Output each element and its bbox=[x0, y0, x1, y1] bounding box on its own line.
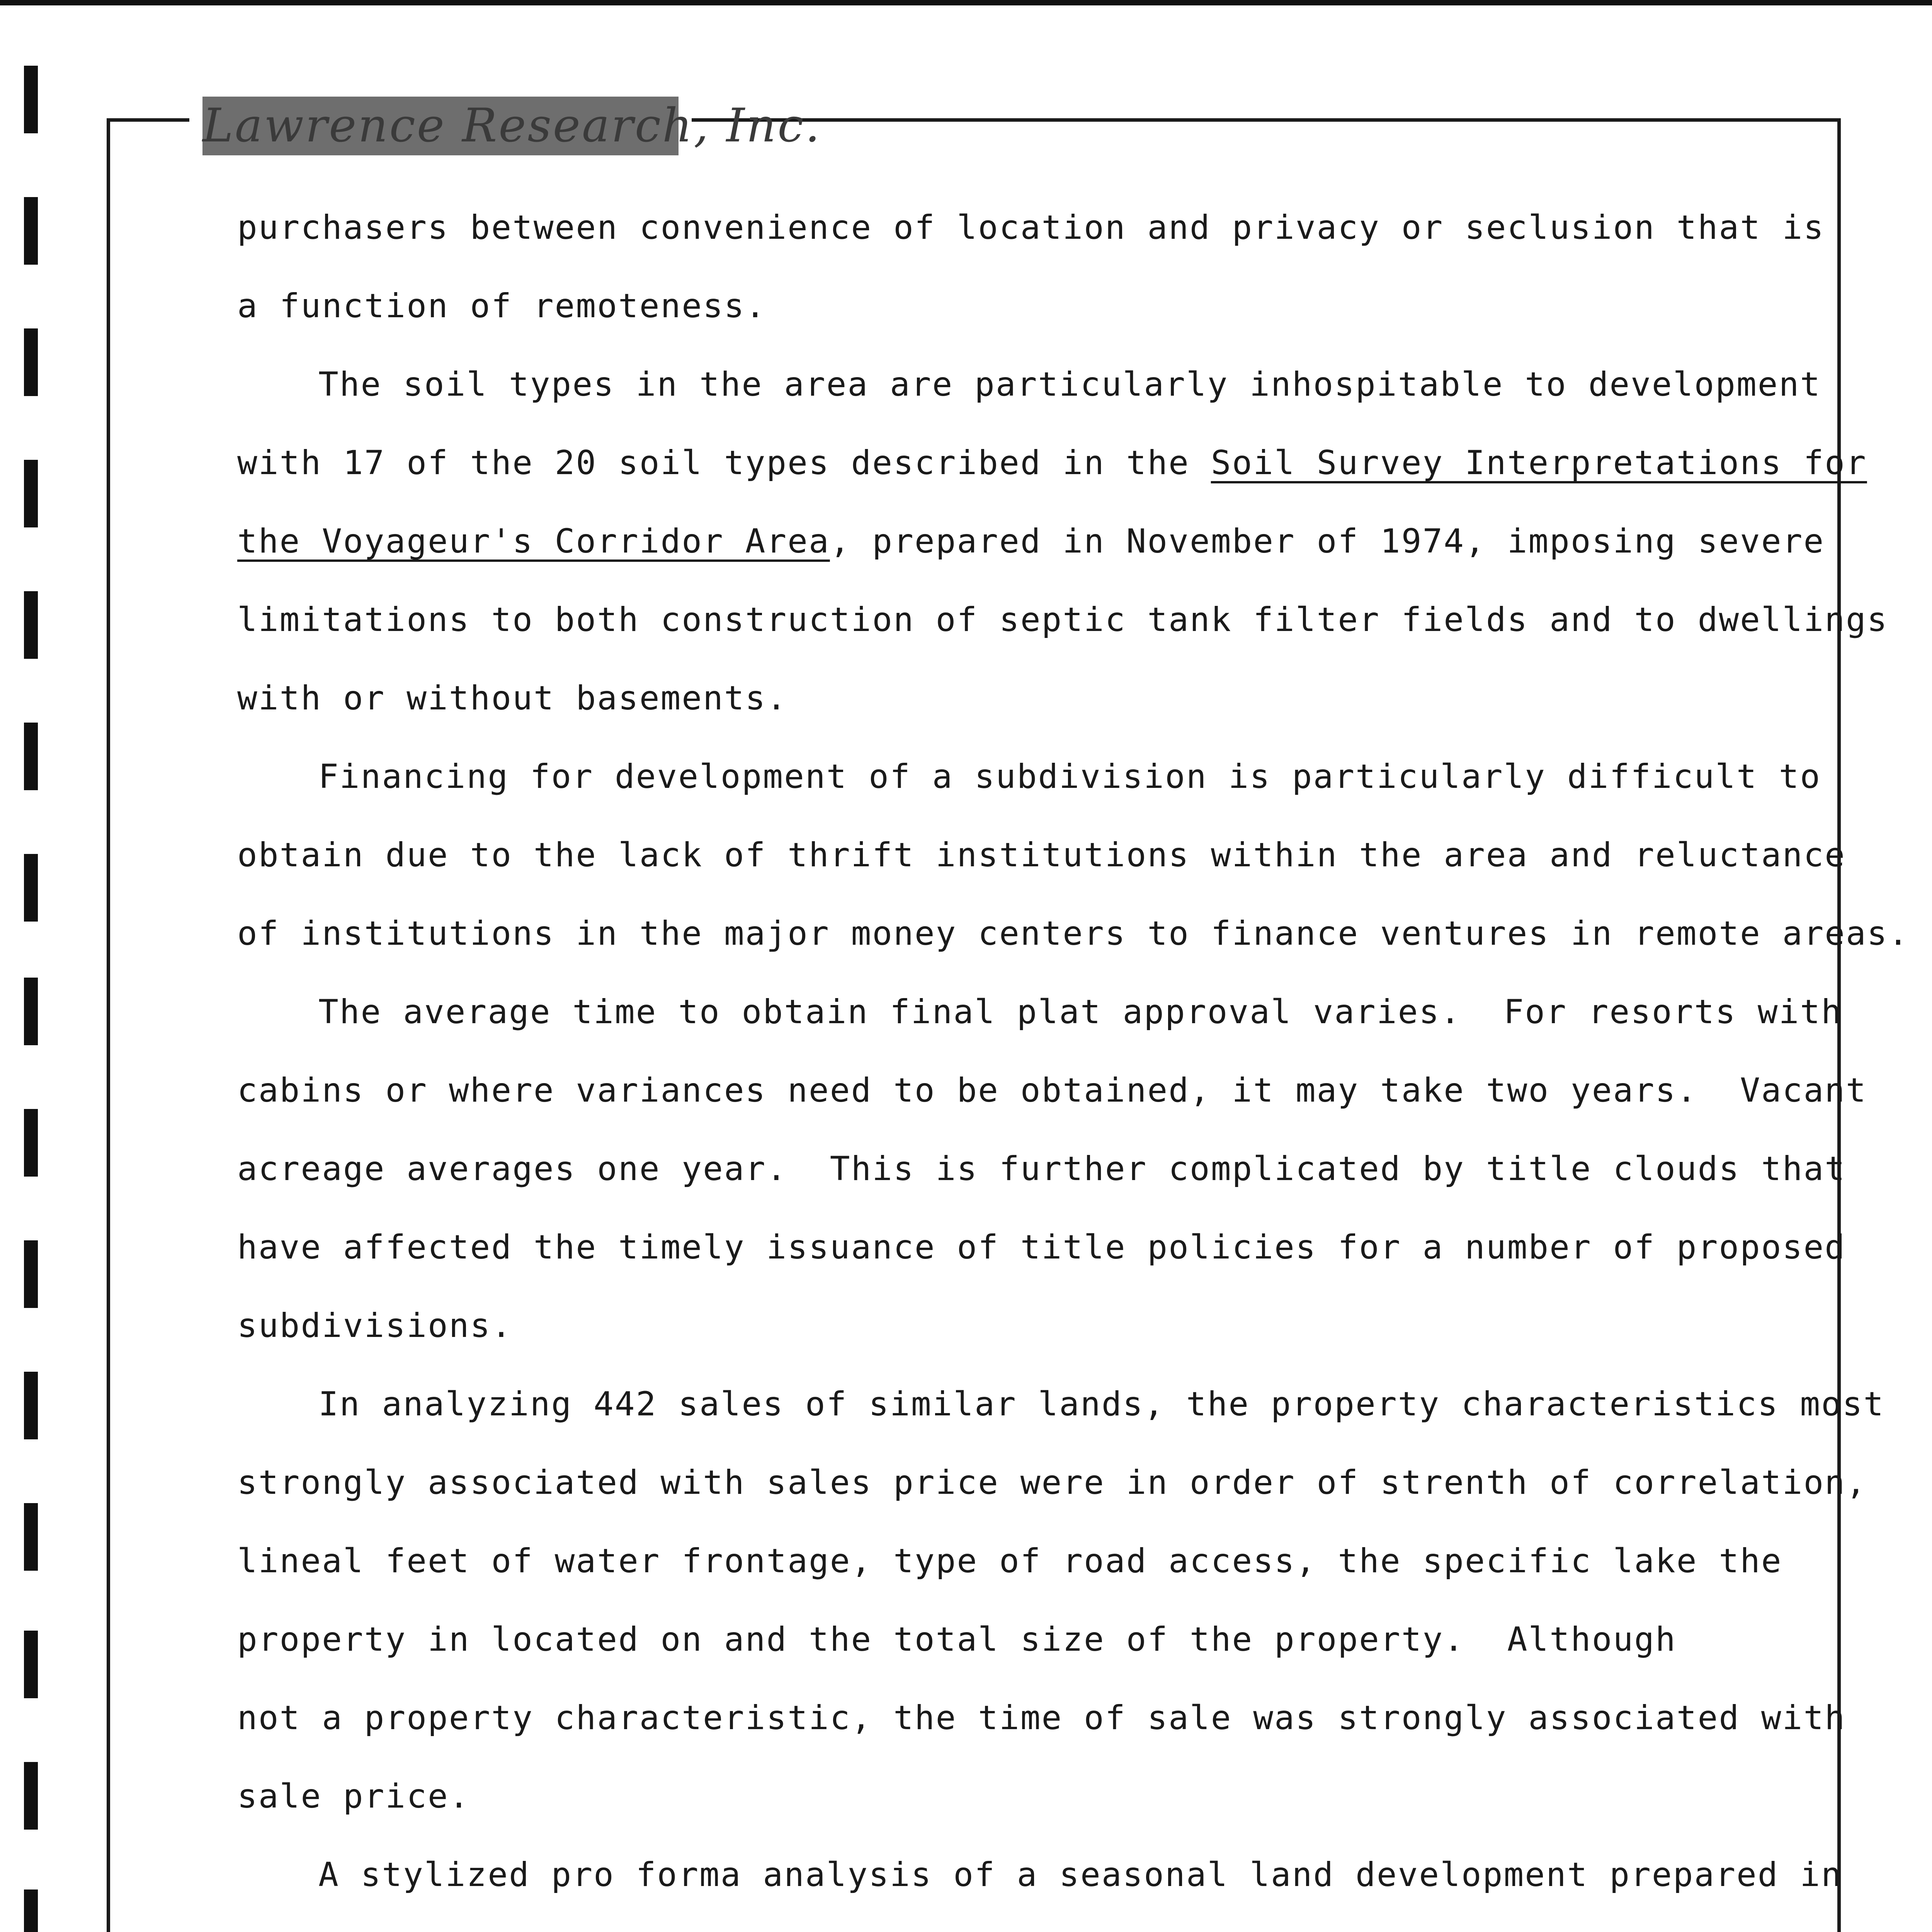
text-line: property in located on and the total size of the property. Although bbox=[237, 1620, 1677, 1659]
text-line: not a property characteristic, the time of sale was strongly associated with bbox=[237, 1699, 1846, 1737]
binding-hole bbox=[24, 66, 38, 133]
binding-hole bbox=[24, 1503, 38, 1571]
text-line: of institutions in the major money centers to finance ventures in remote areas. bbox=[237, 914, 1910, 953]
text-line: The soil types in the area are particularly inhospitable to development bbox=[318, 365, 1821, 404]
text-line: In analyzing 442 sales of similar lands, the property characteristics most bbox=[318, 1385, 1885, 1423]
text-line: with or without basements. bbox=[237, 679, 788, 718]
binding-hole bbox=[24, 1372, 38, 1439]
document-body bbox=[237, 189, 1910, 1932]
binding-hole bbox=[24, 460, 38, 527]
text-line: lineal feet of water frontage, type of road access, the specific lake the bbox=[237, 1542, 1782, 1580]
text-line: cabins or where variances need to be obtained, it may take two years. Vacant bbox=[237, 1071, 1867, 1110]
binding-hole bbox=[24, 591, 38, 659]
underlined-title: Soil Survey Interpretations for bbox=[1211, 444, 1867, 482]
letterhead-logo: Lawrence Research, Inc. bbox=[202, 97, 679, 155]
text-line: Financing for development of a subdivision is particularly difficult to bbox=[318, 757, 1821, 796]
text-line: subdivisions. bbox=[237, 1306, 513, 1345]
page-top-edge bbox=[0, 0, 1932, 5]
text-segment: with 17 of the 20 soil types described in the bbox=[237, 444, 1211, 482]
binding-hole bbox=[24, 723, 38, 790]
text-line: purchasers between convenience of location and privacy or seclusion that is bbox=[237, 208, 1825, 247]
binding-hole bbox=[24, 1109, 38, 1177]
text-line bbox=[237, 1914, 1806, 1932]
text-line: The average time to obtain final plat approval varies. For resorts with bbox=[318, 993, 1842, 1031]
binding-hole bbox=[24, 1889, 38, 1932]
underlined-title: the Voyageur's Corridor Area bbox=[237, 522, 830, 561]
binding-hole bbox=[24, 1762, 38, 1830]
binding-hole bbox=[24, 854, 38, 922]
binding-hole bbox=[24, 978, 38, 1045]
text-line: A stylized pro forma analysis of a seasonal land development prepared in bbox=[318, 1855, 1842, 1894]
text-line: sale price. bbox=[237, 1777, 470, 1816]
binding-holes bbox=[24, 0, 38, 1932]
text-line bbox=[237, 502, 1825, 581]
text-line: strongly associated with sales price were in order of strenth of correlation, bbox=[237, 1463, 1867, 1502]
text-line: acreage averages one year. This is further complicated by title clouds that bbox=[237, 1150, 1846, 1188]
text-line: have affected the timely issuance of title policies for a number of proposed bbox=[237, 1228, 1846, 1267]
text-line: obtain due to the lack of thrift institutions within the area and reluctance bbox=[237, 836, 1846, 874]
binding-hole bbox=[24, 328, 38, 396]
text-line bbox=[237, 424, 1867, 502]
text-segment: , prepared in November of 1974, imposing severe bbox=[830, 522, 1825, 561]
binding-hole bbox=[24, 197, 38, 265]
text-line: a function of remoteness. bbox=[237, 287, 767, 325]
binding-hole bbox=[24, 1631, 38, 1698]
text-line: limitations to both construction of septic tank filter fields and to dwellings bbox=[237, 600, 1888, 639]
binding-hole bbox=[24, 1240, 38, 1308]
